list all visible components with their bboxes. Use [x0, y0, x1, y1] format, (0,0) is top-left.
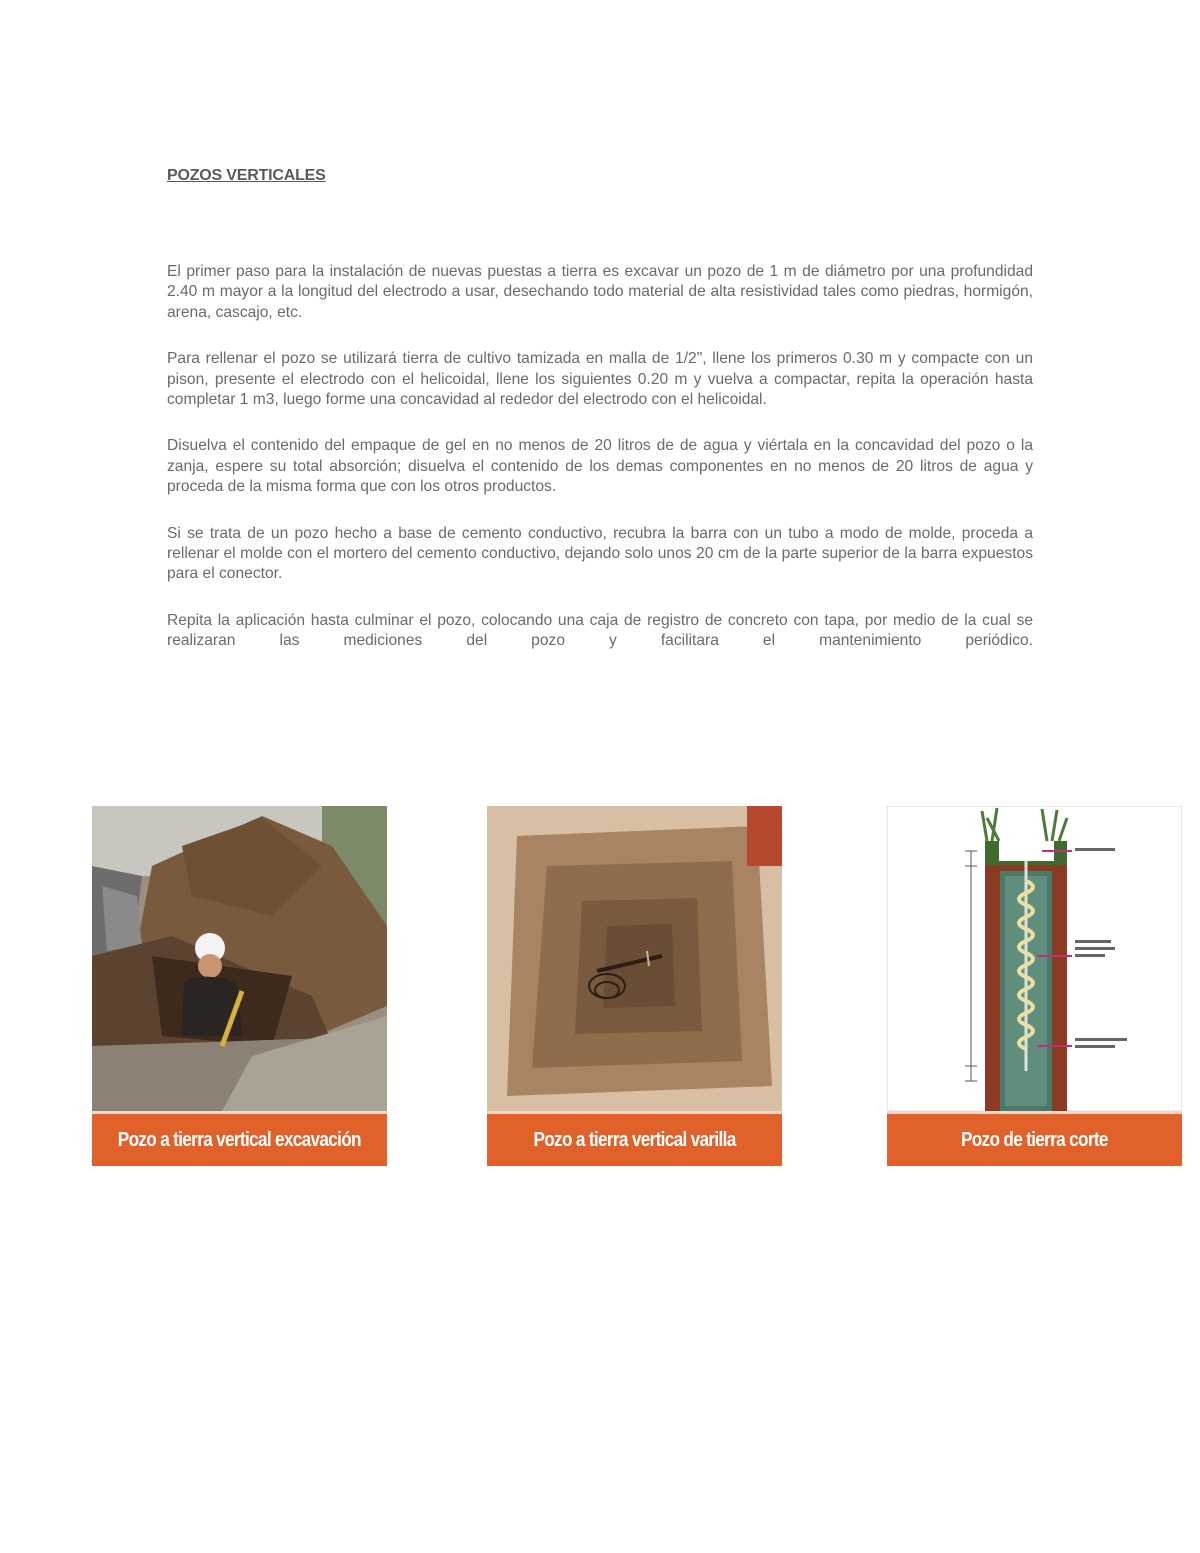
caption-rod: Pozo a tierra vertical varilla	[487, 1111, 782, 1166]
rod-photo	[487, 806, 782, 1111]
body-text	[167, 262, 1033, 678]
paragraph-excavation: El primer paso para la instalación de nuevas puestas a tierra es excavar un pozo de 1 m de diámetro por una profundidad 2.40 m mayor a la longitud del electrodo a usar, desechando todo material de alta resistividad tales como piedras, hormigón, arena, cascajo, etc.	[167, 263, 1033, 321]
paragraph-gel: Disuelva el contenido del empaque de gel en no menos de 20 litros de de agua y viértala en la concavidad del pozo o la zanja, espere su total absorción; disuelva el contenido de los demas componentes en no menos de 20 litros de agua y proceda de la misma forma que con los otros productos.	[167, 437, 1033, 496]
figure-excavation	[92, 806, 387, 1166]
paragraph-cement: Si se trata de un pozo hecho a base de cemento conductivo, recubra la barra con un tubo a modo de molde, proceda a rellenar el molde con el mortero del cemento conductivo, dejando solo unos 20 cm de la parte superior de la barra expuestos para el conector.	[167, 524, 1033, 583]
paragraph-refill: Para rellenar el pozo se utilizará tierra de cultivo tamizada en malla de 1/2", llene los primeros 0.30 m y compacte con un pison, presente el electrodo con el helicoidal, llene los siguientes 0.20 m y vuelva a compactar, repita la operación hasta completar 1 m3, luego forme una concavidad al rededor del electrodo con el helicoidal.	[167, 350, 1033, 409]
figure-cross-section	[887, 806, 1182, 1166]
excavation-photo	[92, 806, 387, 1111]
cross-section-diagram	[887, 806, 1182, 1111]
caption-cross-section: Pozo de tierra corte	[887, 1111, 1182, 1166]
page-heading: POZOS VERTICALES	[167, 167, 326, 184]
caption-excavation: Pozo a tierra vertical excavación	[92, 1111, 387, 1166]
paragraph-finish: Repita la aplicación hasta culminar el pozo, colocando una caja de registro de concreto con tapa, por medio de la cual se realizaran las mediciones del pozo y facilitara el mantenimiento periódico.	[167, 611, 1033, 650]
figure-rod	[487, 806, 782, 1166]
